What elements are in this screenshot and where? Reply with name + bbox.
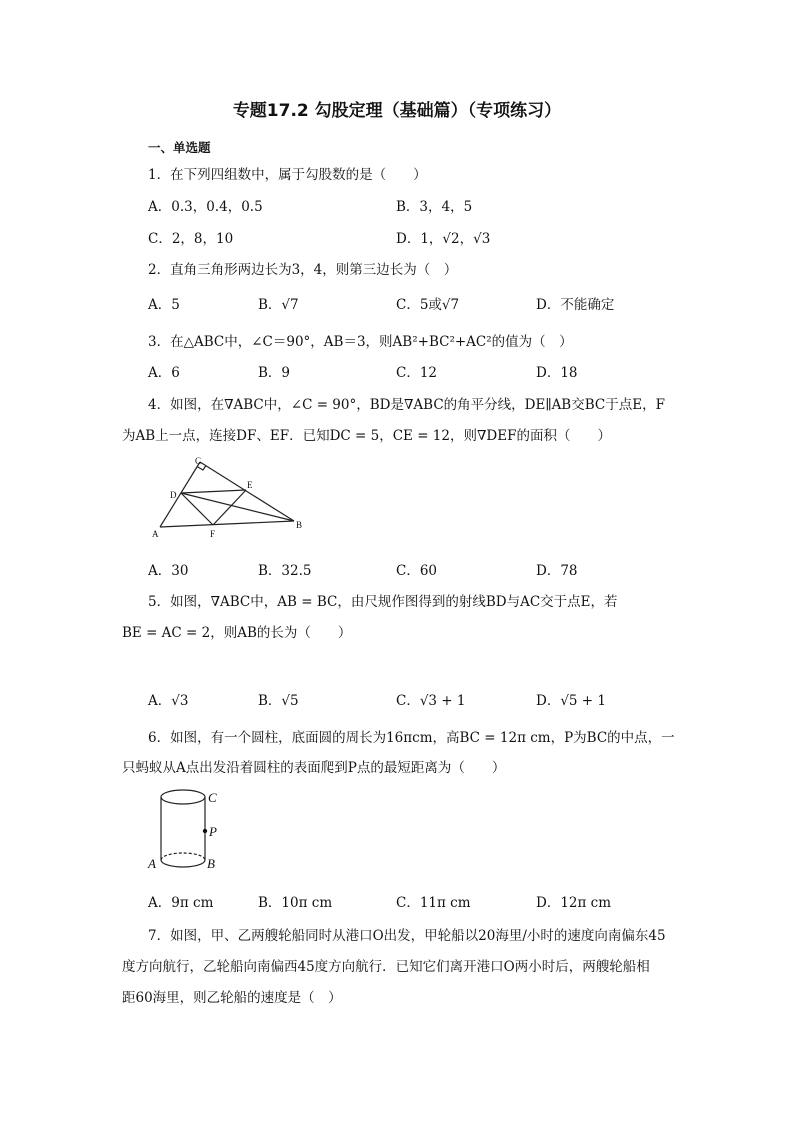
question-1-option-a: A．0.3，0.4，0.5 [148,199,263,215]
question-5-stem-line1: 5．如图，∇ABC中，AB = BC，由尺规作图得到的射线BD与AC交于点E，若 [148,594,618,610]
section-heading: 一、单选题 [148,140,211,155]
label-f: F [210,529,216,539]
question-1-stem: 1．在下列四组数中，属于勾股数的是（ ） [148,167,427,183]
question-2-stem: 2．直角三角形两边长为3，4，则第三边长为（ ） [148,262,458,278]
question-6-option-b: B．10π cm [258,895,333,911]
question-3-option-c: C．12 [396,365,438,381]
cylinder-bottom-back [161,853,205,860]
question-3-option-b: B．9 [258,365,291,381]
point-p [203,829,207,833]
label-d: D [170,490,177,500]
segment-de [181,490,246,493]
question-4-option-d: D．78 [536,563,578,579]
question-5-stem-line2: BE = AC = 2，则AB的长为（ ） [122,625,352,641]
question-6-option-d: D．12π cm [536,895,612,911]
label-b: B [207,856,215,871]
cylinder-bottom-front [161,860,205,867]
right-angle-mark [197,466,206,471]
question-6-stem-line1: 6．如图，有一个圆柱，底面圆的周长为16πcm，高BC = 12π cm，P为BC的中点，一 [148,730,675,746]
question-4-option-a: A．30 [148,563,189,579]
cylinder-figure [144,784,229,876]
question-4-option-c: C．60 [396,563,438,579]
question-4-stem-line2: 为AB上一点，连接DF、EF．已知DC = 5，CE = 12，则∇DEF的面积（ ） [122,428,611,444]
label-p: P [209,824,217,839]
question-5-option-c: C．√3 + 1 [396,693,466,709]
question-4-option-b: B．32.5 [258,563,312,579]
question-6-option-a: A．9π cm [148,895,214,911]
question-7-stem-line3: 距60海里，则乙轮船的速度是（ ） [122,990,342,1006]
label-c: C [194,456,202,466]
question-4-stem-line1: 4．如图，在∇ABC中，∠C = 90°，BD是∇ABC的角平分线，DE∥AB交BC于点E，F [148,397,665,413]
question-2-option-d: D．不能确定 [536,297,615,313]
label-a: A [152,529,159,539]
triangle-figure [148,455,313,540]
label-c: C [208,790,217,805]
question-1-option-c: C．2，8，10 [148,231,234,247]
question-6-stem-line2: 只蚂蚁从A点出发沿着圆柱的表面爬到P点的最短距离为（ ） [122,760,506,776]
label-e: E [247,480,253,490]
label-a: A [148,856,156,871]
segment-ab [160,521,294,527]
question-1-option-b: B．3，4，5 [396,199,473,215]
question-7-stem-line2: 度方向航行，乙轮船向南偏西45度方向航行．已知它们离开港口O两小时后，两艘轮船相 [122,959,650,975]
segment-df [181,493,213,525]
segment-ac [160,462,200,527]
question-3-stem: 3．在△ABC中，∠C＝90°，AB＝3，则AB²+BC²+AC²的值为（ ） [148,334,573,350]
question-7-stem-line1: 7．如图，甲、乙两艘轮船同时从港口O出发，甲轮船以20海里/小时的速度向南偏东45 [148,928,666,944]
question-5-option-b: B．√5 [258,693,299,709]
cylinder-top-ellipse [161,790,205,804]
label-b: B [296,520,303,530]
segment-db [181,493,294,521]
question-6-option-c: C．11π cm [396,895,471,911]
question-1-option-d: D．1，√2，√3 [396,231,491,247]
page-title: 专题17.2 勾股定理（基础篇）（专项练习） [232,101,562,121]
question-2-option-a: A．5 [148,297,180,313]
question-5-option-a: A．√3 [148,693,189,709]
question-3-option-d: D．18 [536,365,578,381]
question-5-option-d: D．√5 + 1 [536,693,606,709]
question-2-option-b: B．√7 [258,297,299,313]
question-2-option-c: C．5或√7 [396,297,460,313]
question-3-option-a: A．6 [148,365,180,381]
